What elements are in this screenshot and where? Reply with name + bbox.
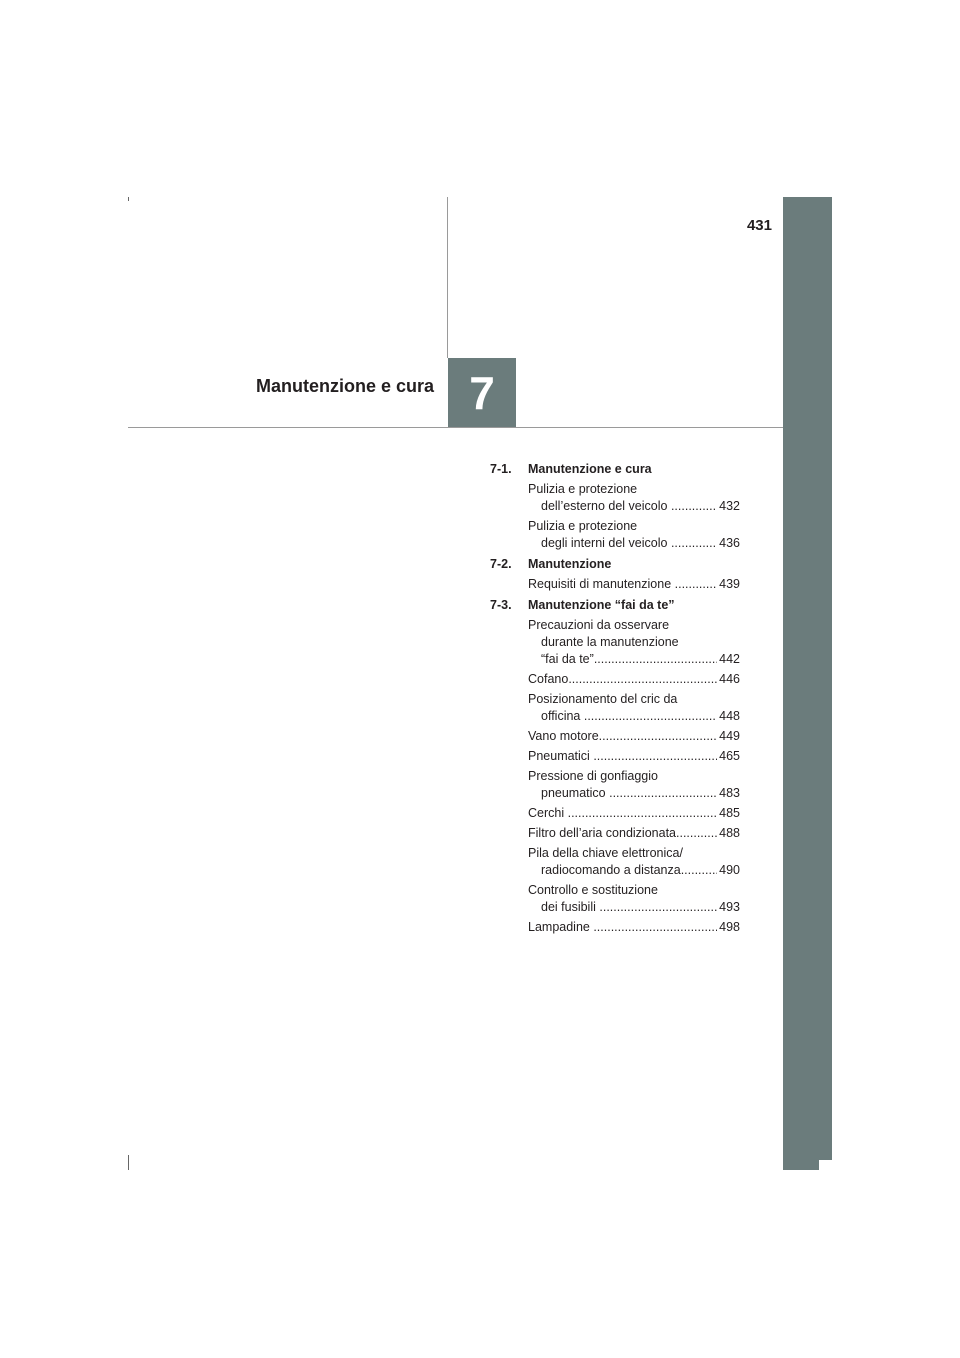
toc-entry[interactable] [528,805,740,822]
dot-leader [568,671,717,688]
entry-title-cont: pneumatico [541,786,610,800]
entry-title: Cofano [528,672,569,686]
entry-page: 436 [719,536,740,550]
entry-title: Pneumatici [528,749,594,763]
chapter-title: Manutenzione e cura [255,376,434,396]
entry-title-cont: degli interni del veicolo [541,536,671,550]
entry-title: Filtro dell’aria condizionata [528,826,676,840]
entry-page: 485 [719,806,740,820]
entry-title: Pressione di gonfiaggio [528,769,658,783]
dot-leader [675,576,718,593]
entry-title-cont: dei fusibili [541,900,600,914]
entry-title-cont: dell’esterno del veicolo [541,499,671,513]
section-number: 7-2. [490,557,512,571]
section-title[interactable]: Manutenzione e cura [528,462,652,476]
entry-page: 449 [719,729,740,743]
entry-page: 483 [719,786,740,800]
toc-entry[interactable] [528,919,740,936]
dot-leader [593,748,717,765]
toc-entry[interactable] [528,825,740,842]
entry-title: Vano motore [528,729,599,743]
dot-leader [584,708,717,725]
entry-page: 490 [719,863,740,877]
chapter-number-box [448,358,516,427]
entry-page: 498 [719,920,740,934]
entry-title-cont: durante la manutenzione [541,635,679,649]
crop-mark-bottom [128,1155,129,1170]
entry-title: Requisiti di manutenzione [528,577,675,591]
side-tab-notch [819,1160,832,1170]
section-number: 7-1. [490,462,512,476]
dot-leader [609,785,717,802]
entry-title: Posizionamento del cric da [528,692,678,706]
entry-title: Pulizia e protezione [528,519,638,533]
toc-entry[interactable] [528,882,740,916]
entry-title-cont: “fai da te” [541,652,594,666]
entry-title-cont: radiocomando a distanza [541,863,681,877]
crop-mark-top [128,197,129,201]
dot-leader [671,535,717,552]
entry-title: Cerchi [528,806,568,820]
dot-leader [599,899,717,916]
toc-entry[interactable] [528,748,740,765]
entry-page: 439 [719,577,740,591]
vertical-rule [447,197,448,358]
entry-title: Lampadine [528,920,594,934]
entry-page: 488 [719,826,740,840]
toc-entry[interactable] [528,845,740,879]
toc-entry[interactable] [528,576,740,593]
toc-entry[interactable] [528,481,740,515]
dot-leader [594,651,717,668]
chapter-side-tab [783,197,832,1170]
toc-entry[interactable] [528,518,740,552]
dot-leader [593,919,717,936]
dot-leader [681,862,717,879]
toc-entry[interactable] [528,671,740,688]
section-title[interactable]: Manutenzione “fai da te” [528,598,675,612]
entry-title-cont: officina [541,709,584,723]
horizontal-rule [128,427,783,428]
toc-entry[interactable] [528,768,740,802]
toc-entry[interactable] [528,728,740,745]
entry-title: Pila della chiave elettronica/ [528,846,683,860]
entry-page: 465 [719,749,740,763]
dot-leader [676,825,717,842]
dot-leader [599,728,717,745]
section-number: 7-3. [490,598,512,612]
table-of-contents [490,461,740,940]
toc-entry[interactable] [528,691,740,725]
dot-leader [671,498,717,515]
entry-title: Pulizia e protezione [528,482,638,496]
toc-entry[interactable] [528,617,740,668]
toc-section-7-1 [490,461,740,552]
page-number: 431 [746,217,772,234]
dot-leader [568,805,718,822]
entry-page: 442 [719,652,740,666]
toc-section-7-3 [490,597,740,936]
entry-page: 493 [719,900,740,914]
entry-page: 448 [719,709,740,723]
section-title[interactable]: Manutenzione [528,557,612,571]
entry-title: Precauzioni da osservare [528,618,670,632]
toc-section-7-2 [490,556,740,593]
entry-title: Controllo e sostituzione [528,883,658,897]
entry-page: 446 [719,672,740,686]
entry-page: 432 [719,499,740,513]
chapter-number: 7 [469,366,495,419]
